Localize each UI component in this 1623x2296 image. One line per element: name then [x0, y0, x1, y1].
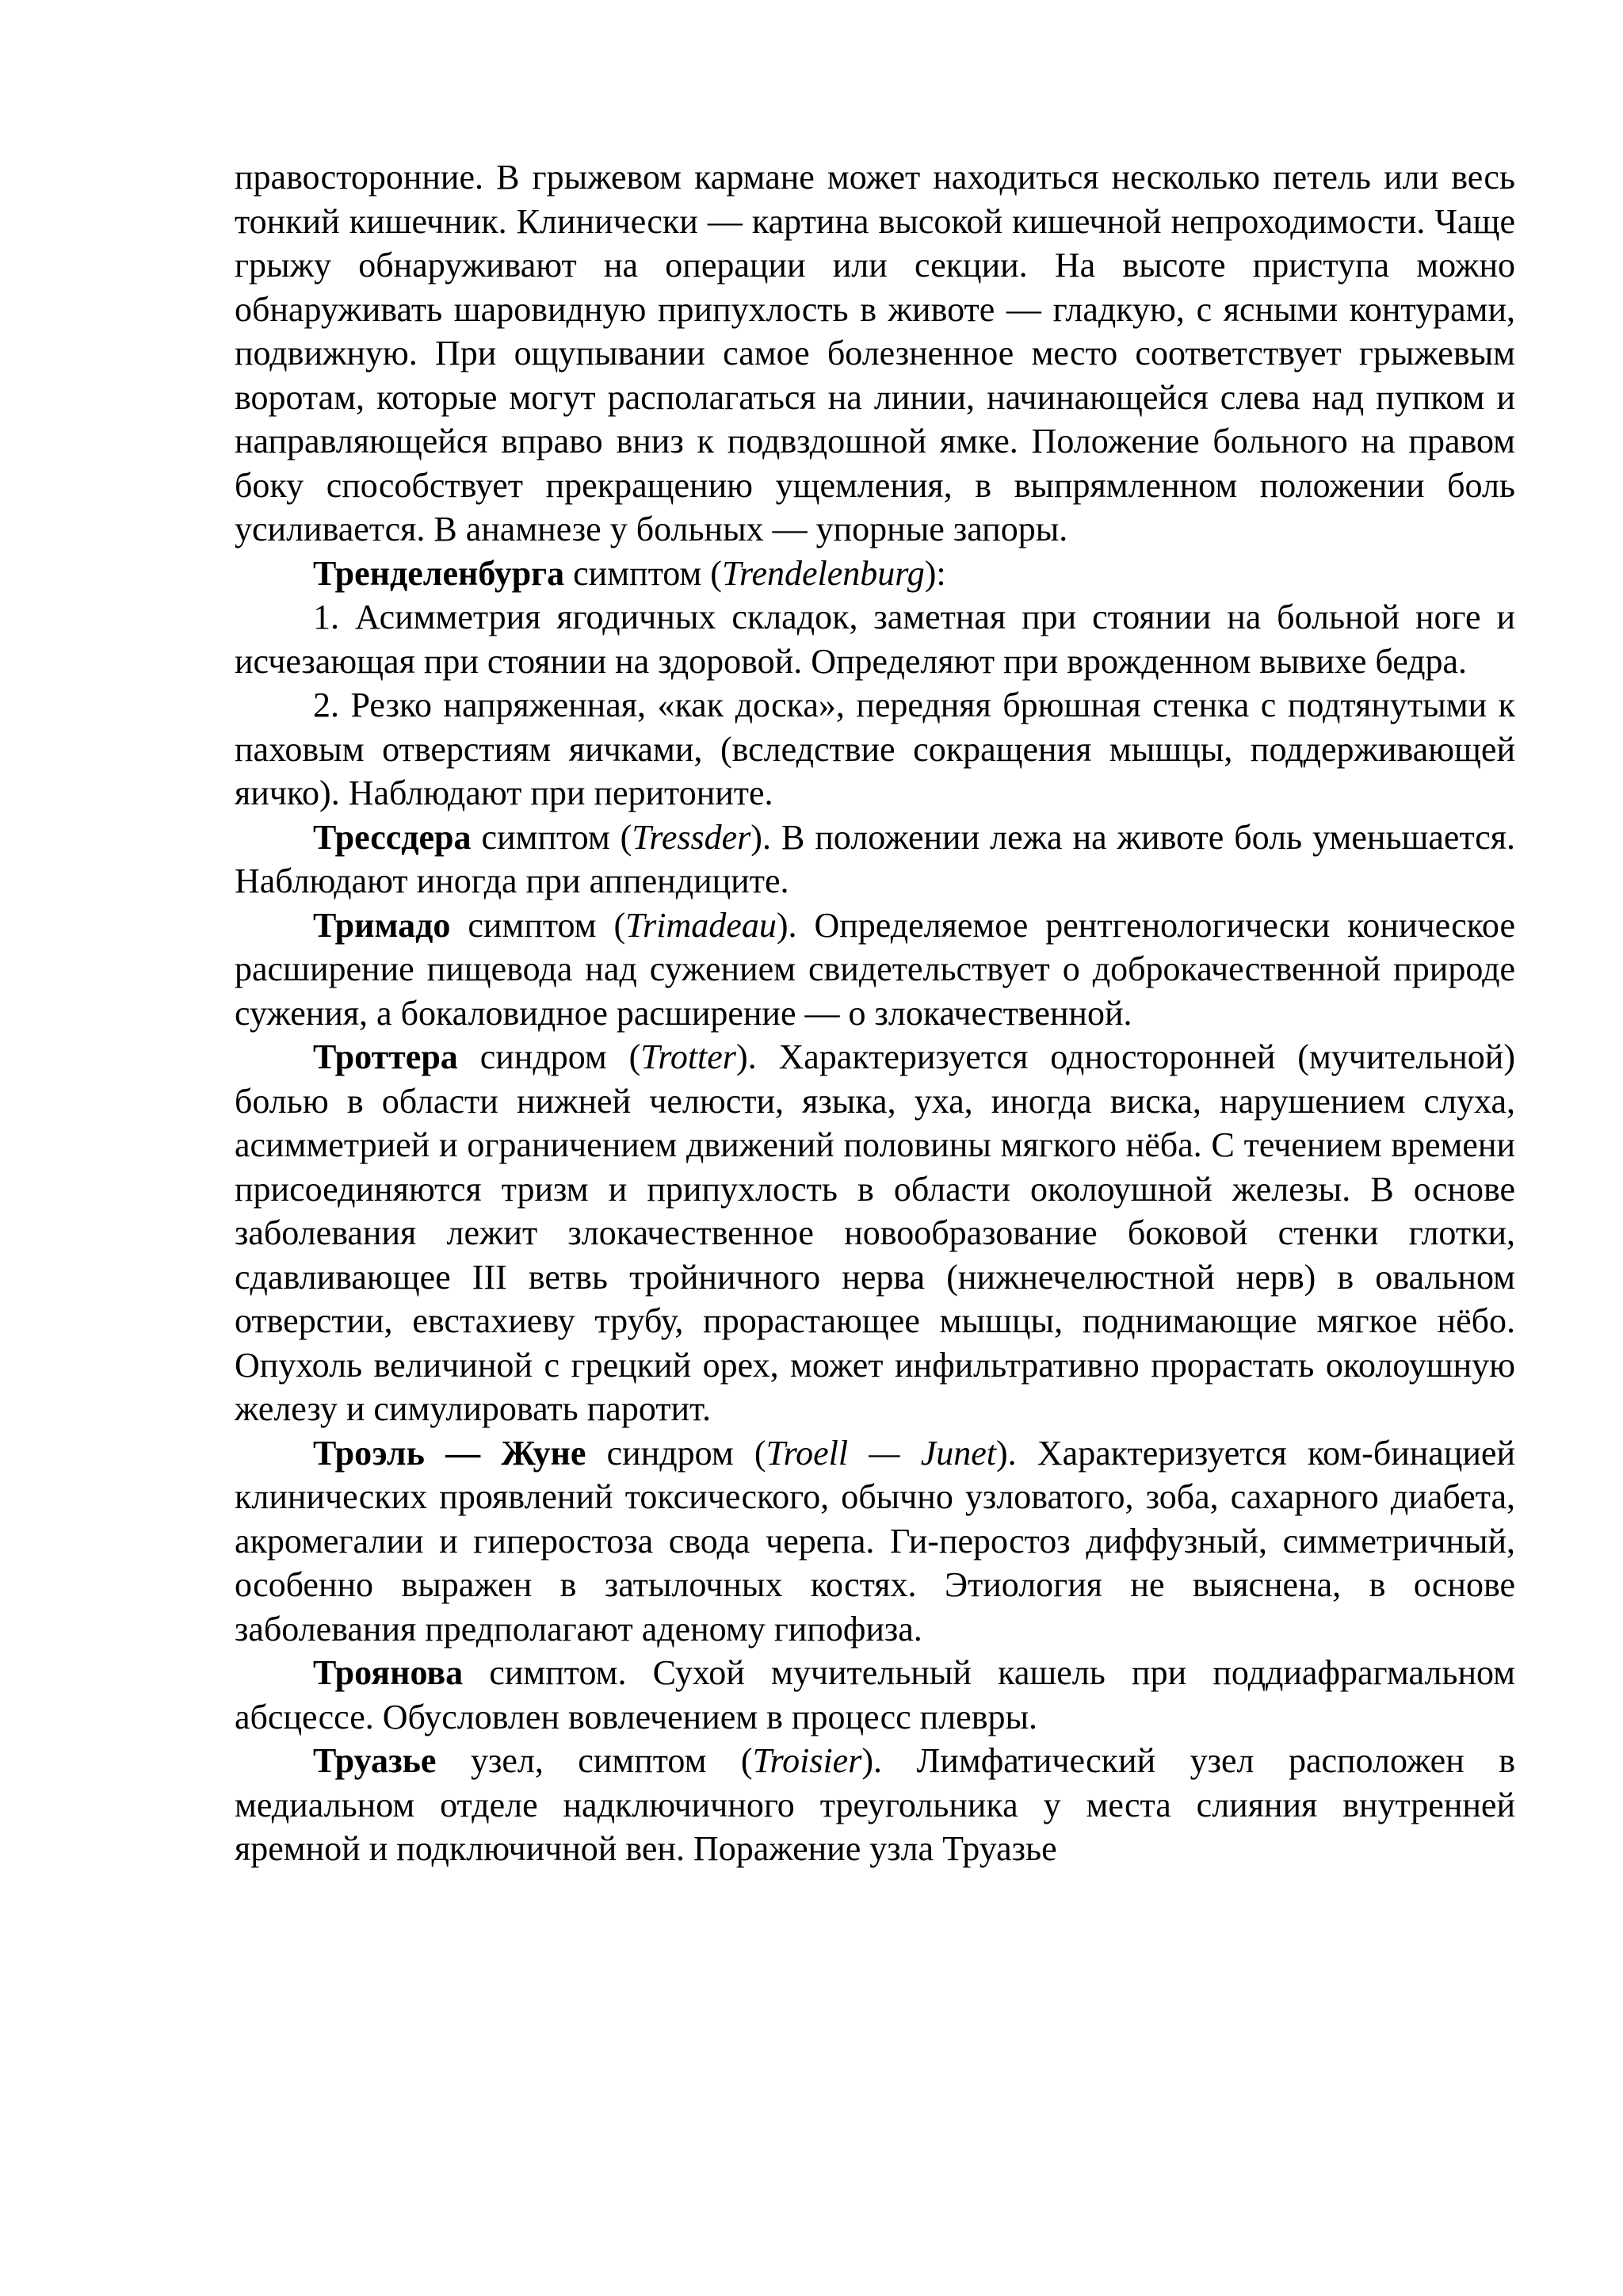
paragraph-text: узел, симптом (	[436, 1741, 753, 1780]
paragraph-troell-junet	[235, 1431, 1515, 1652]
paragraph-text: 2. Резко напряженная, «как доска», передняя брюшная стенка с подтянутыми к паховым отверстиям яичками, (вследствие сокращения мышцы, поддерживающей яичко). Наблюдают при перитоните.	[235, 686, 1515, 812]
paragraph-tressder	[235, 816, 1515, 904]
term-name: Троянова	[313, 1653, 464, 1692]
document-page	[235, 155, 1515, 1871]
paragraph-text: симптом. Сухой мучительный кашель при поддиафрагмальном абсцессе. Обусловлен вовлечением в процесс плевры.	[235, 1653, 1515, 1736]
paragraph-text: ). Характеризуется ком-бинацией клинических проявлений токсического, обычно узловатого, зоба, сахарного диабета, акромегалии и гиперостоза свода черепа. Ги-перостоз диффузный, симметричный, особенно выражен в затылочных костях. Этиология не выяснена, в основе заболевания предполагают аденому гипофиза.	[235, 1433, 1515, 1648]
paragraph-continuation	[235, 155, 1515, 552]
paragraph-text: ). В положении лежа на животе боль уменьшается. Наблюдают иногда при аппендиците.	[235, 817, 1515, 900]
paragraph-trotter	[235, 1035, 1515, 1431]
latin-name: Trotter	[640, 1037, 736, 1076]
paragraph-trendelenburg-item-2	[235, 683, 1515, 816]
paragraph-text: правосторонние. В грыжевом кармане может находиться несколько петель или весь тонкий кишечник. Клинически — картина высокой кишечной непроходимости. Чаще грыжу обнаруживают на операции или секции. На высоте приступа можно обнаруживать шаровидную припухлость в животе — гладкую, с ясными контурами, подвижную. При ощупывании самое болезненное место соответствует грыжевым воротам, которые могут располагаться на линии, начинающейся слева над пупком и направляющейся вправо вниз к подвздошной ямке. Положение больного на правом боку способствует прекращению ущемления, в выпрямленном положении боль усиливается. В анамнезе у больных — упорные запоры.	[235, 158, 1515, 548]
paragraph-text: симптом (	[471, 817, 632, 857]
paragraph-text: синдром (	[586, 1433, 766, 1473]
latin-name: Troell — Junet	[766, 1433, 996, 1473]
term-name: Труазье	[313, 1741, 437, 1780]
paragraph-text: симптом (	[450, 905, 626, 945]
term-name: Тримадо	[313, 905, 451, 945]
paragraph-trimadeau	[235, 904, 1515, 1036]
paragraph-troyanov	[235, 1651, 1515, 1739]
paragraph-troisier	[235, 1739, 1515, 1871]
term-name: Троэль — Жуне	[313, 1433, 586, 1473]
paragraph-trendelenburg-heading	[235, 552, 1515, 596]
paragraph-text: ). Лимфатический узел расположен в медиальном отделе надключичного треугольника у места слияния внутренней яремной и подключичной вен. Поражение узла Труазье	[235, 1741, 1515, 1868]
term-name: Тренделенбурга	[313, 553, 565, 593]
paragraph-text: ):	[924, 553, 946, 593]
latin-name: Troisier	[752, 1741, 862, 1780]
latin-name: Trendelenburg	[721, 553, 925, 593]
paragraph-text: 1. Асимметрия ягодичных складок, заметная при стоянии на больной ноге и исчезающая при стоянии на здоровой. Определяют при врожденном вывихе бедра.	[235, 598, 1515, 681]
term-name: Трессдера	[313, 817, 472, 857]
paragraph-text: симптом (	[564, 553, 722, 593]
paragraph-trendelenburg-item-1	[235, 595, 1515, 683]
paragraph-text: ). Характеризуется односторонней (мучительной) болью в области нижней челюсти, языка, уха, иногда виска, нарушением слуха, асимметрией и ограничением движений половины мягкого нёба. С течением времени присоединяются тризм и припухлость в области околоушной железы. В основе заболевания лежит злокачественное новообразование боковой стенки глотки, сдавливающее III ветвь тройничного нерва (нижнечелюстной нерв) в овальном отверстии, евстахиеву трубу, прорастающее мышцы, поднимающие мягкое нёбо. Опухоль величиной с грецкий орех, может инфильтративно прорастать околоушную железу и симулировать паротит.	[235, 1037, 1516, 1428]
paragraph-text: ). Определяемое рентгенологически коническое расширение пищевода над сужением свидетельствует о доброкачественной природе сужения, а бокаловидное расширение — о злокачественной.	[235, 905, 1515, 1033]
term-name: Троттера	[313, 1037, 458, 1076]
latin-name: Trimadeau	[625, 905, 777, 945]
paragraph-text: синдром (	[457, 1037, 641, 1076]
latin-name: Tressder	[632, 817, 751, 857]
